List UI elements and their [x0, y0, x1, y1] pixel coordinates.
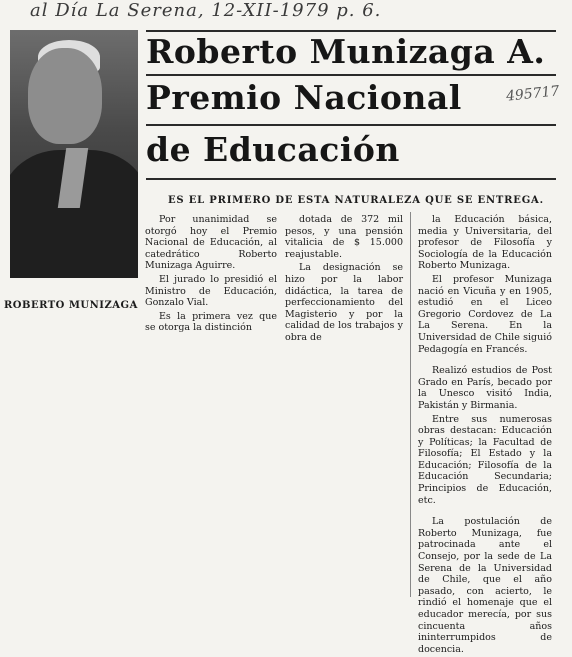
paragraph: Realizó estudios de Post Grado en París, becado por la Unesco visitó India, Pakistán y Birmania. — [418, 365, 552, 411]
article-column-1 — [145, 214, 277, 336]
headline-rule-2 — [146, 124, 556, 126]
paragraph: Es la primera vez que se otorga la distinción — [145, 310, 277, 334]
portrait-photo — [10, 30, 138, 278]
paragraph: La postulación de Roberto Munizaga, fue patrocinada ante el Consejo, por la sede de La Serena de la Universidad de Chile, que el año pasado, con acierto, le rindió el homenaje que el educador merecía, por sus cincuenta años ininterrumpidos de docencia. — [418, 516, 552, 655]
headline-line-2: Premio Nacional — [146, 78, 462, 117]
paragraph: La designación se hizo por la labor didáctica, la tarea de perfeccionamiento del Magisterio y por la calidad de los trabajos y obra de — [285, 262, 403, 343]
photo-caption: ROBERTO MUNIZAGA — [4, 300, 138, 311]
paragraph: la Educación básica, media y Universitaria, del profesor de Filosofía y Sociología de la Educación Roberto Munizaga. — [418, 214, 552, 272]
handwritten-source-note: al Día La Serena, 12-XII-1979 p. 6. — [30, 0, 382, 21]
paragraph: Por unanimidad se otorgó hoy el Premio Nacional de Educación, al catedrático Roberto Munizaga Aguirre. — [145, 214, 277, 272]
article-column-3 — [418, 214, 552, 657]
archive-stamp: 495717 — [505, 83, 561, 105]
article-column-2 — [285, 214, 403, 346]
column-divider — [410, 212, 411, 597]
headline-line-1: Roberto Munizaga A. — [146, 32, 546, 71]
paragraph: Entre sus numerosas obras destacan: Educación y Políticas; la Facultad de Filosofía; El Estado y la Educación; Filosofía de la Educación Secundaria; Principios de Educación, etc. — [418, 413, 552, 506]
paragraph: dotada de 372 mil pesos, y una pensión vitalicia de $ 15.000 reajustable. — [285, 214, 403, 260]
headline-line-3: de Educación — [146, 130, 400, 169]
paragraph: El jurado lo presidió el Ministro de Educación, Gonzalo Vial. — [145, 273, 277, 309]
headline-rule-1 — [146, 74, 556, 76]
subheadline: ES EL PRIMERO DE ESTA NATURALEZA QUE SE ENTREGA. — [168, 195, 544, 206]
paragraph: El profesor Munizaga nació en Vicuña y en 1905, estudió en el Liceo Gregorio Cordovez de La La Serena. En la Universidad de Chile siguió Pedagogía en Francés. — [418, 273, 552, 355]
headline-bottom-rule — [146, 178, 556, 180]
